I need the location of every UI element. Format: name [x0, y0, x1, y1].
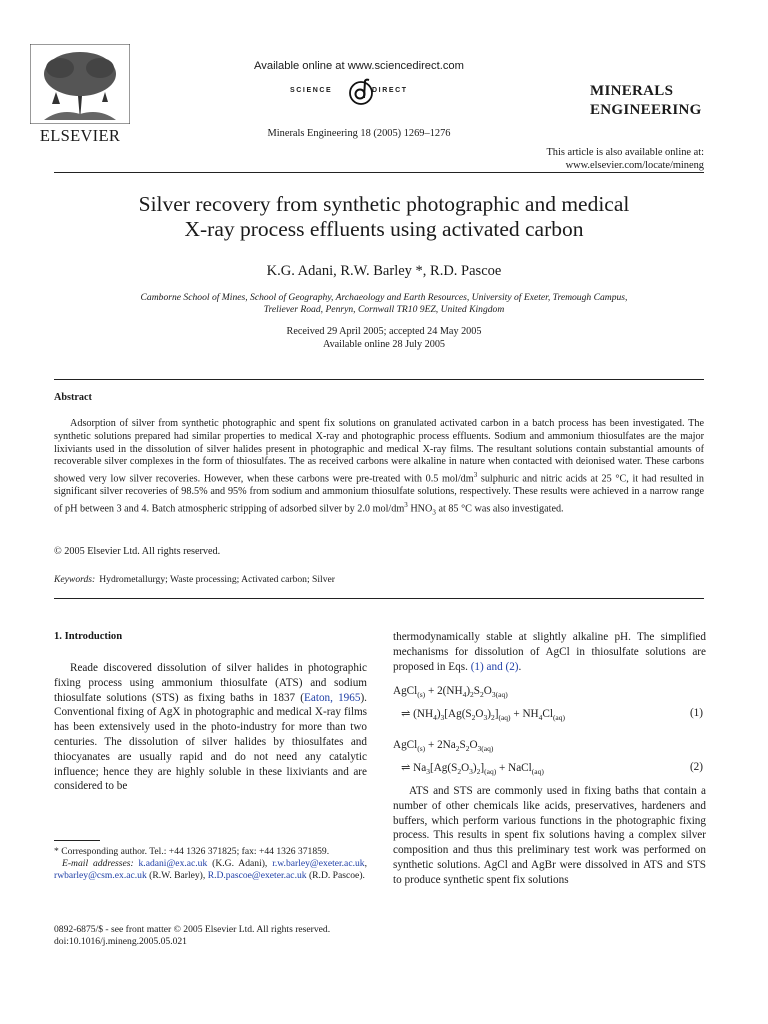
abstract-sub-c: 3 — [432, 508, 436, 517]
journal-name-line2: ENGINEERING — [590, 102, 702, 118]
abstract-bottom-rule — [54, 598, 704, 599]
sciencedirect-right: DIRECT — [372, 87, 408, 94]
title-line1: Silver recovery from synthetic photographic and medical — [138, 192, 630, 216]
sciencedirect-logo — [290, 78, 430, 106]
also-available — [480, 146, 704, 172]
email-link-barley-csm[interactable]: rwbarley@csm.ex.ac.uk — [54, 870, 147, 882]
header-rule — [54, 172, 704, 173]
abstract-text-c: HNO — [407, 503, 433, 515]
journal-name-line1: MINERALS — [590, 83, 674, 99]
equation-2-products: ⇌ $Na_3[Ag(S_2O_3)_2]_{(aq)}$ + NaCl$_{(aq)}$ — [401, 762, 544, 776]
equation-1-reactants: AgCl$_{(s)}$ + $2(NH_4)_2S_2O_{3(aq)}$ — [393, 685, 508, 699]
intro-r1-text-a: thermodynamically stable at slightly alkaline pH. The simplified mechanisms for dissolution of AgCl in thiosulfate solutions are proposed in Eqs. — [393, 631, 706, 673]
also-available-text: This article is also available online at: — [546, 147, 704, 158]
abstract-paragraph — [54, 418, 704, 519]
intro-paragraph-2: ATS and STS are commonly used in fixing baths that contain a number of other chemicals like acids, preservatives, hardeners and buffers, which perform various functions in the photographic fixing process. This results in spent fix solutions having a complex silver composition and thus this preliminary test work was performed on synthetic solutions. AgCl and AgBr were dissolved in ATS and STS to produce synthetic spent fix solutions — [393, 785, 706, 886]
right-column-bottom — [393, 784, 706, 888]
email-label: E-mail addresses: — [62, 858, 134, 870]
publisher-name: ELSEVIER — [39, 126, 121, 145]
email-addresses — [54, 858, 367, 882]
sciencedirect-d-icon — [348, 78, 374, 106]
email-name-pascoe: (R.D. Pascoe). — [306, 870, 365, 882]
abstract-copyright: © 2005 Elsevier Ltd. All rights reserved. — [54, 546, 221, 557]
intro-paragraph-1 — [54, 661, 367, 794]
equation-2-reactants: AgCl$_{(s)}$ + $2Na_2S_2O_{3(aq)}$ — [393, 739, 494, 753]
abstract-text-b: sulphuric and nitric acids at 25 °C, it had resulted in significant silver recoveries of 98.5% and 95% from sodium and ammonium thiosulfate solutions, respectively. These results were achieved in a narrow range of pH between 3 and 4. Batch atmospheric stripping of adsorbed silver by 2.0 mol/dm — [54, 473, 704, 515]
authors: K.G. Adani, R.W. Barley *, R.D. Pascoe — [266, 263, 502, 279]
abstract-sup-b: 3 — [404, 501, 408, 510]
available-online: Available online at www.sciencedirect.com — [254, 60, 464, 72]
journal-name — [590, 82, 702, 120]
corresponding-author: * Corresponding author. Tel.: +44 1326 371825; fax: +44 1326 371859. — [54, 846, 330, 857]
abstract-heading: Abstract — [54, 392, 92, 403]
footnote-rule — [54, 840, 100, 841]
journal-citation: Minerals Engineering 18 (2005) 1269–1276 — [267, 128, 451, 139]
equation-1-number: (1) — [689, 707, 703, 719]
abstract-body — [54, 418, 704, 519]
email-name-adani: (K.G. Adani), — [207, 858, 273, 870]
elsevier-logo — [26, 44, 136, 146]
right-column-top — [393, 630, 706, 674]
issn-line: 0892-6875/$ - see front matter © 2005 Elsevier Ltd. All rights reserved. — [54, 924, 331, 935]
intro-r1-text-b: . — [518, 660, 522, 673]
equation-1-products: ⇌ $(NH_4)_3[Ag(S_2O_3)_2]_{(aq)} + NH_4Cl_{(aq)}$ — [401, 708, 566, 722]
also-available-url[interactable]: www.elsevier.com/locate/mineng — [565, 160, 704, 171]
elsevier-tree-icon — [30, 44, 130, 124]
email-link-pascoe[interactable]: R.D.pascoe@exeter.ac.uk — [207, 870, 307, 882]
sciencedirect-left: SCIENCE — [290, 87, 333, 94]
doi-line[interactable]: doi:10.1016/j.mineng.2005.05.021 — [54, 936, 187, 948]
email-link-barley-exeter[interactable]: r.w.barley@exeter.ac.uk — [272, 858, 365, 870]
section-heading: 1. Introduction — [54, 631, 123, 642]
intro-p1-text-a: Reade discovered dissolution of silver halides in photographic fixing process using ammonium thiosulfate (ATS) and sodium thiosulfate solutions (STS) as fixing baths in 1837 ( — [54, 662, 367, 704]
article-title — [60, 192, 708, 242]
footnote — [54, 846, 367, 883]
equation-2-number: (2) — [689, 761, 703, 773]
keywords-text: Hydrometallurgy; Waste processing; Activated carbon; Silver — [99, 574, 335, 585]
intro-paragraph-continued — [393, 630, 706, 674]
equation-reference-link[interactable]: (1) and (2) — [470, 660, 519, 673]
reference-link-eaton[interactable]: Eaton, 1965 — [304, 691, 361, 704]
abstract-text-d: at 85 °C was also investigated. — [435, 503, 564, 515]
abstract-text-a: Adsorption of silver from synthetic photographic and spent fix solutions on granulated activated carbon in a batch process has been investigated. The synthetic solutions prepared had similar properties to medical X-ray and photographic process effluents. Sodium and ammonium thiosulfates are the major lixiviants used in the dissolution of silver halides present in photographic and medical X-ray films. The resultant solutions contain substantial amounts of recoverable silver complexes in the form of thiosulfates. The as received carbons were alkaline in nature when contacted with deionised water. These carbons showed very low silver recoveries. However, when these carbons were pre-treated with 0.5 mol/dm — [54, 418, 704, 485]
keywords-label: Keywords: — [54, 574, 96, 585]
page-footer — [54, 924, 330, 949]
received-date: Received 29 April 2005; accepted 24 May 2005 — [286, 326, 482, 337]
email-separator: , — [364, 858, 367, 870]
affiliation-line1: Camborne School of Mines, School of Geography, Archaeology and Earth Resources, University of Exeter, Tremough Campus, — [140, 292, 628, 303]
left-column — [54, 661, 367, 794]
affiliation-line2: Treliever Road, Penryn, Cornwall TR10 9EZ, United Kingdom — [263, 304, 505, 316]
article-dates — [60, 326, 708, 351]
affiliation — [60, 292, 708, 317]
email-name-barley: (R.W. Barley), — [146, 870, 208, 882]
abstract-top-rule — [54, 379, 704, 380]
available-date: Available online 28 July 2005 — [322, 338, 446, 350]
email-link-adani[interactable]: k.adani@ex.ac.uk — [138, 858, 208, 870]
title-line2: X-ray process effluents using activated carbon — [184, 217, 584, 241]
keywords — [54, 574, 704, 585]
intro-p1-text-b: ). Conventional fixing of AgX in photographic and medical X-ray films has been extensively used in the photo-industry for more than two centuries. The dissolution of silver halides by thiosulfates and thiocyanates are usually rapid and do not need any catalytic influence; hence they are highly soluble in these lixiviants and are considered to be — [54, 691, 367, 793]
abstract-sup-a: 3 — [473, 471, 478, 480]
